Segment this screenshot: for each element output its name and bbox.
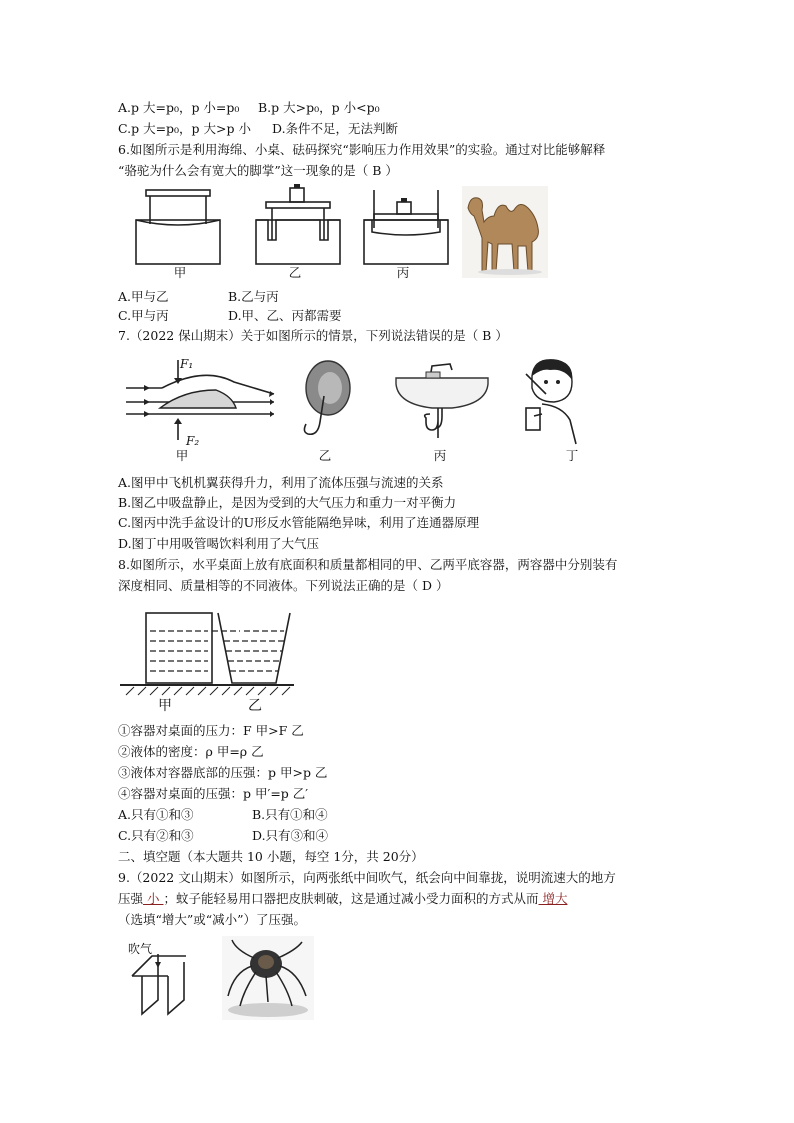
q7-stem: 7.（2022 保山期末）关于如图所示的情景，下列说法错误的是（ B ） bbox=[118, 328, 508, 343]
q5-option-b: B.p 大>p₀，p 小<p₀ bbox=[258, 100, 380, 115]
force-f1-label: F₁ bbox=[180, 357, 194, 371]
q6-stem-line2: “骆驼为什么会有宽大的脚掌”这一现象的是（ B ） bbox=[118, 163, 398, 178]
q8-statement-3: ③液体对容器底部的压强：p 甲>p 乙 bbox=[118, 765, 328, 780]
camel-photo-icon bbox=[462, 186, 548, 278]
q8-option-b: B.只有①和④ bbox=[252, 807, 328, 822]
q6-option-a: A.甲与乙 bbox=[118, 289, 169, 304]
q7-caption-bing: 丙 bbox=[433, 448, 447, 463]
q6-option-b: B.乙与丙 bbox=[228, 289, 279, 304]
q8-caption-jia: 甲 bbox=[158, 698, 172, 714]
q6-caption-jia: 甲 bbox=[173, 265, 187, 280]
q8-option-a: A.只有①和③ bbox=[118, 807, 194, 822]
q7-option-c: C.图丙中洗手盆设计的U形反水管能隔绝异味，利用了连通器原理 bbox=[118, 515, 480, 530]
q8-statement-4: ④容器对桌面的压强：p 甲′=p 乙′ bbox=[118, 786, 309, 801]
q9-line1: 9.（2022 文山期末）如图所示，向两张纸中间吹气，纸会向中间靠拢，说明流速大的地方 bbox=[118, 870, 616, 885]
q6-sponge-figure-jia bbox=[134, 188, 224, 266]
suction-cup-icon bbox=[298, 358, 354, 448]
q5-option-a: A.p 大=p₀，p 小=p₀ bbox=[118, 100, 240, 115]
q6-caption-yi: 乙 bbox=[288, 265, 302, 280]
washbasin-icon bbox=[392, 358, 492, 442]
q9-text-pressure: 压强 bbox=[118, 891, 144, 906]
q8-statement-1: ①容器对桌面的压力：F 甲>F 乙 bbox=[118, 723, 304, 738]
q9-line2 bbox=[118, 890, 567, 908]
q6-caption-bing: 丙 bbox=[396, 265, 410, 280]
section-2-heading: 二、填空题（本大题共 10 小题，每空 1分，共 20分） bbox=[118, 849, 424, 864]
q6-option-c: C.甲与丙 bbox=[118, 308, 169, 323]
q6-stem-line1: 6.如图所示是利用海绵、小桌、砝码探究“影响压力作用效果”的实验。通过对比能够解释 bbox=[118, 142, 606, 157]
q7-caption-jia: 甲 bbox=[175, 448, 189, 463]
q5-option-d: D.条件不足，无法判断 bbox=[272, 121, 399, 136]
q8-stem-line1: 8.如图所示，水平桌面上放有底面积和质量都相同的甲、乙两平底容器，两容器中分别装有 bbox=[118, 557, 618, 572]
q8-option-c: C.只有②和③ bbox=[118, 828, 194, 843]
q8-statement-2: ②液体的密度：ρ 甲=ρ 乙 bbox=[118, 744, 264, 759]
q8-stem-line2: 深度相同、质量相等的不同液体。下列说法正确的是（ D ） bbox=[118, 578, 449, 593]
q8-caption-yi: 乙 bbox=[248, 698, 262, 714]
q8-option-d: D.只有③和④ bbox=[252, 828, 329, 843]
q7-option-d: D.图丁中用吸管喝饮料利用了大气压 bbox=[118, 536, 320, 551]
q6-option-d: D.甲、乙、丙都需要 bbox=[228, 308, 342, 323]
two-paper-sheets-figure bbox=[128, 952, 200, 1022]
q6-sponge-figure-bing bbox=[362, 186, 452, 266]
q9-answer-2: 增大 bbox=[538, 891, 568, 906]
q7-option-b: B.图乙中吸盘静止，是因为受到的大气压力和重力一对平衡力 bbox=[118, 495, 457, 510]
q5-option-c: C.p 大=p₀，p 大>p 小 bbox=[118, 121, 251, 136]
q7-caption-yi: 乙 bbox=[318, 448, 332, 463]
q7-option-a: A.图甲中飞机机翼获得升力，利用了流体压强与流速的关系 bbox=[118, 475, 444, 490]
boy-drinking-straw-icon bbox=[522, 354, 582, 444]
force-f2-label: F₂ bbox=[186, 434, 200, 448]
mosquito-photo-icon bbox=[222, 936, 314, 1020]
q9-text-mosquito: ；蚊子能轻易用口器把皮肤刺破，这是通过减小受力面积的方式从而 bbox=[163, 891, 539, 906]
q8-containers-figure bbox=[118, 605, 298, 699]
q7-caption-ding: 丁 bbox=[565, 448, 579, 463]
q9-line3: （选填“增大”或“减小”）了压强。 bbox=[118, 912, 307, 927]
q6-sponge-figure-yi bbox=[254, 182, 344, 266]
blow-label: 吹气 bbox=[128, 942, 153, 956]
q9-answer-1: 小 bbox=[143, 891, 164, 906]
